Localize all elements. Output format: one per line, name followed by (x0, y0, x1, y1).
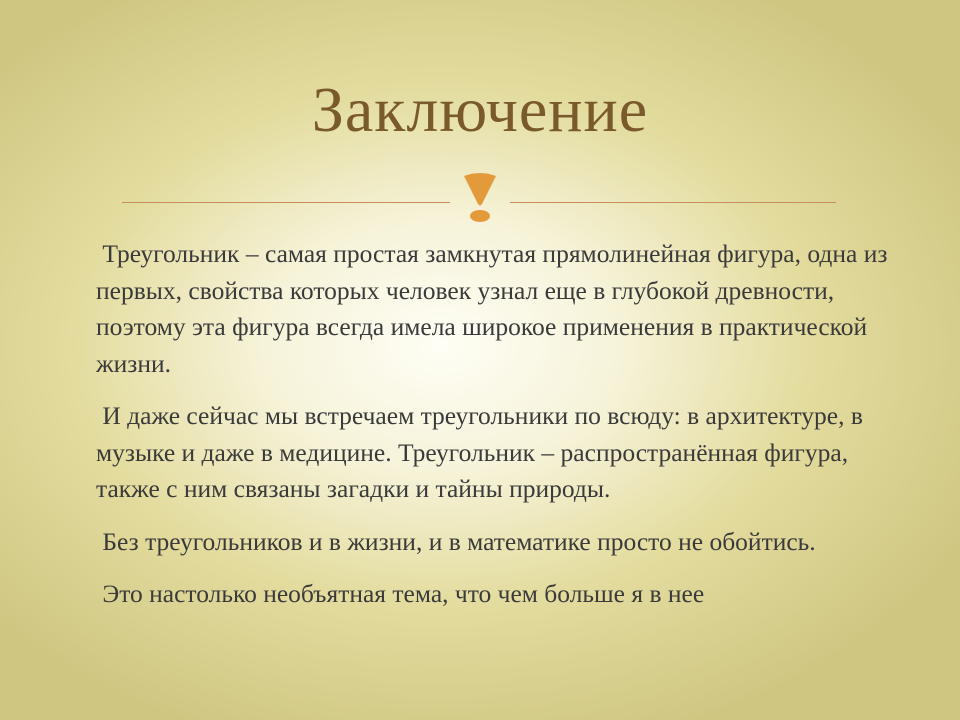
title-divider-left (122, 202, 450, 203)
slide-body (96, 236, 896, 629)
paragraph-1: Треугольник – самая простая замкнутая прямолинейная фигура, одна из первых, свойства которых человек узнал еще в глубокой древности, поэтому эта фигура всегда имела широкое применения в практической жизни. (96, 239, 894, 378)
exclamation-ornament-icon (462, 172, 498, 224)
paragraph-3: Без треугольников и в жизни, и в математике просто не обойтись. (96, 526, 816, 556)
title-divider-right (510, 202, 836, 203)
paragraph-4: Это настолько необъятная тема, что чем больше я в нее (96, 579, 705, 608)
slide-title: Заключение (311, 74, 649, 145)
paragraph-2: И даже сейчас мы встречаем треугольники по всюду: в архитектуре, в музыке и даже в медицине. Треугольник – распространённая фигура, также с ним связаны загадки и тайны природы. (96, 401, 870, 503)
